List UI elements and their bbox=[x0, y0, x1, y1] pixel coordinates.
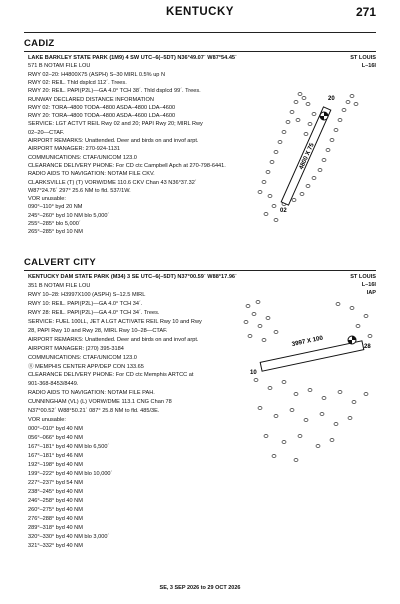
sectional-chart-calvert-city: ST LOUIS bbox=[350, 274, 376, 280]
entry-line: 199°–222° byd 40 NM blo 10,000´ bbox=[28, 470, 113, 477]
entry-line: RWY 10–28: H3997X100 (ASPH) S–12.5 MIRL bbox=[28, 291, 146, 298]
entry-line: 246°–258° byd 40 NM bbox=[28, 497, 83, 504]
entry-line: RWY 20: TORA–4800 TODA–4800 ASDA–4600 LDA–4600 bbox=[28, 113, 176, 120]
tree-symbols bbox=[244, 301, 372, 462]
entry-line: 260°–275° byd 40 NM bbox=[28, 506, 83, 513]
entry-line: N37°00.52´ W88°50.21´ 087° 25.8 NM to fld. 485/3E. bbox=[28, 408, 160, 415]
entry-line: 276°–288° byd 40 NM bbox=[28, 515, 83, 522]
city-rule-calvert-city bbox=[24, 270, 376, 271]
rotating-beacon-icon bbox=[348, 336, 356, 344]
entry-line: 351 B NOTAM FILE LOU bbox=[28, 282, 91, 289]
entry-line: CLEARANCE DELIVERY PHONE: For CD ctc Campbell Apch at 270-798-6441. bbox=[28, 162, 226, 169]
entry-line: 571 B NOTAM FILE LOU bbox=[28, 63, 91, 70]
entry-line: 000°–010° byd 40 NM bbox=[28, 426, 83, 433]
sectional-chart-cadiz: ST LOUIS bbox=[350, 55, 376, 61]
entry-line: 056°–066° byd 40 NM bbox=[28, 435, 83, 442]
entry-line: VOR unusable: bbox=[28, 196, 66, 203]
city-heading-calvert-city: CALVERT CITY bbox=[24, 257, 97, 268]
entry-line: 255°–285° blo 5,000´ bbox=[28, 221, 81, 227]
entry-line: 265°–285° byd 10 NM bbox=[28, 229, 83, 236]
entry-line: RWY 28: REIL. PAPI(P2L)—GA 4.0° TCH 34´. Trees. bbox=[28, 309, 160, 316]
iap-indicator-calvert-city: IAP bbox=[366, 290, 376, 296]
entry-line: RWY 02: REIL. Thld dsplcd 112´. Trees. bbox=[28, 79, 127, 86]
entry-line: RWY 02: TORA–4800 TODA–4800 ASDA–4800 LDA–4600 bbox=[28, 104, 176, 111]
entry-line: KENTUCKY DAM STATE PARK (M34) 3 SE UTC–6(–5DT) N37°00.59´ W88°17.96´ bbox=[28, 274, 237, 280]
page-number: 271 bbox=[355, 5, 376, 19]
entry-line: RWY 10: REIL. PAPI(P2L)—GA 4.0° TCH 34´. bbox=[28, 300, 143, 307]
enroute-chart-cadiz: L–16I bbox=[361, 63, 376, 69]
entry-line: RWY 02–20: H4800X75 (ASPH) S–30 MIRL 0.5% up N bbox=[28, 71, 166, 78]
entry-line: 167°–181° byd 40 NM blo 6,500´ bbox=[28, 444, 110, 451]
entry-line: 192°–198° byd 40 NM bbox=[28, 461, 83, 468]
runway-end-02: 02 bbox=[280, 208, 287, 214]
entry-line: 245°–260° byd 10 NM blo 5,000´ bbox=[28, 212, 110, 219]
airport-diagram-cadiz bbox=[236, 74, 376, 239]
entry-line: Ⓡ MEMPHIS CENTER APP/DEP CON 133.65 bbox=[28, 363, 144, 370]
entry-line: COMMUNICATIONS: CTAF/UNICOM 123.0 bbox=[28, 354, 137, 361]
entry-line: AIRPORT REMARKS: Unattended. Deer and birds on and invof arpt. bbox=[28, 138, 199, 144]
entry-line: 289°–318° byd 40 NM bbox=[28, 524, 83, 531]
header-rule bbox=[24, 32, 376, 33]
entry-line: RUNWAY DECLARED DISTANCE INFORMATION bbox=[28, 96, 154, 103]
runway-10-28 bbox=[260, 341, 364, 371]
entry-line: 238°–245° byd 40 NM bbox=[28, 488, 83, 495]
enroute-chart-calvert-city: L–16I bbox=[361, 282, 376, 288]
entry-line: 901-368-8453/8449. bbox=[28, 381, 79, 388]
entry-line: VOR unusable: bbox=[28, 417, 66, 424]
city-rule-cadiz bbox=[24, 51, 376, 52]
entry-line: 28, PAPI Rwy 10 and Rwy 28, MIRL Rwy 10–28—CTAF. bbox=[28, 327, 168, 334]
runway-dimension-label: 4800 X 75 bbox=[297, 142, 316, 171]
entry-line: LAKE BARKLEY STATE PARK (1M9) 4 SW UTC–6(–5DT) N36°49.07´ W87°54.45´ bbox=[28, 55, 237, 61]
runway-end-20: 20 bbox=[328, 96, 335, 102]
entry-line: AIRPORT REMARKS: Unattended. Deer and birds on and invof arpt. bbox=[28, 336, 199, 343]
rotating-beacon-icon bbox=[320, 112, 328, 120]
state-title: KENTUCKY bbox=[166, 6, 234, 18]
entry-line: 02–20—CTAF. bbox=[28, 129, 65, 136]
entry-line: W87°24.76´ 297° 25.6 NM to fld. 537/1W. bbox=[28, 187, 131, 194]
city-heading-cadiz: CADIZ bbox=[24, 38, 55, 49]
entry-line: RADIO AIDS TO NAVIGATION: NOTAM FILE CKV. bbox=[28, 171, 155, 178]
entry-line: CUNNINGHAM (VL) (L) VORW/DME 113.1 CNG Chan 78 bbox=[28, 399, 172, 406]
entry-line: SERVICE: LGT ACTVT REIL Rwy 02 and 20; PAPI Rwy 20; MIRL Rwy bbox=[28, 121, 203, 128]
effective-dates-footer: SE, 3 SEP 2026 to 29 OCT 2026 bbox=[159, 585, 241, 591]
entry-line: CLARKSVILLE (T) (T) VORW/DME 110.6 CKV Chan 43 N36°37.32´ bbox=[28, 179, 197, 186]
entry-line: 227°–237° byd 54 NM bbox=[28, 479, 83, 486]
runway-dimension-label: 3997 X 100 bbox=[291, 334, 324, 349]
entry-line: CLEARANCE DELIVERY PHONE: For CD ctc Memphis ARTCC at bbox=[28, 372, 194, 379]
entry-line: 320°–330° byd 40 NM blo 3,000´ bbox=[28, 533, 110, 540]
entry-line: 090°–110° byd 20 NM bbox=[28, 204, 83, 211]
runway-end-28: 28 bbox=[364, 344, 371, 350]
runway-end-10: 10 bbox=[250, 370, 257, 376]
airport-diagram-calvert-city bbox=[240, 296, 380, 466]
entry-line: SERVICE: FUEL 100LL, JET A LGT ACTIVATE REIL Rwy 10 and Rwy bbox=[28, 318, 202, 325]
entry-line: 167°–181° byd 46 NM bbox=[28, 453, 83, 459]
entry-line: RADIO AIDS TO NAVIGATION: NOTAM FILE PAH. bbox=[28, 390, 155, 397]
entry-line: COMMUNICATIONS: CTAF/UNICOM 123.0 bbox=[28, 154, 137, 161]
entry-line: AIRPORT MANAGER: 270-924-1131 bbox=[28, 146, 121, 153]
entry-line: 321°–332° byd 40 NM bbox=[28, 542, 83, 549]
entry-line: AIRPORT MANAGER: (270) 395-3184 bbox=[28, 345, 124, 352]
entry-line: RWY 20: REIL. PAPI(P2L)—GA 4.0° TCH 38´. Thld dsplcd 99´. Trees. bbox=[28, 88, 201, 95]
